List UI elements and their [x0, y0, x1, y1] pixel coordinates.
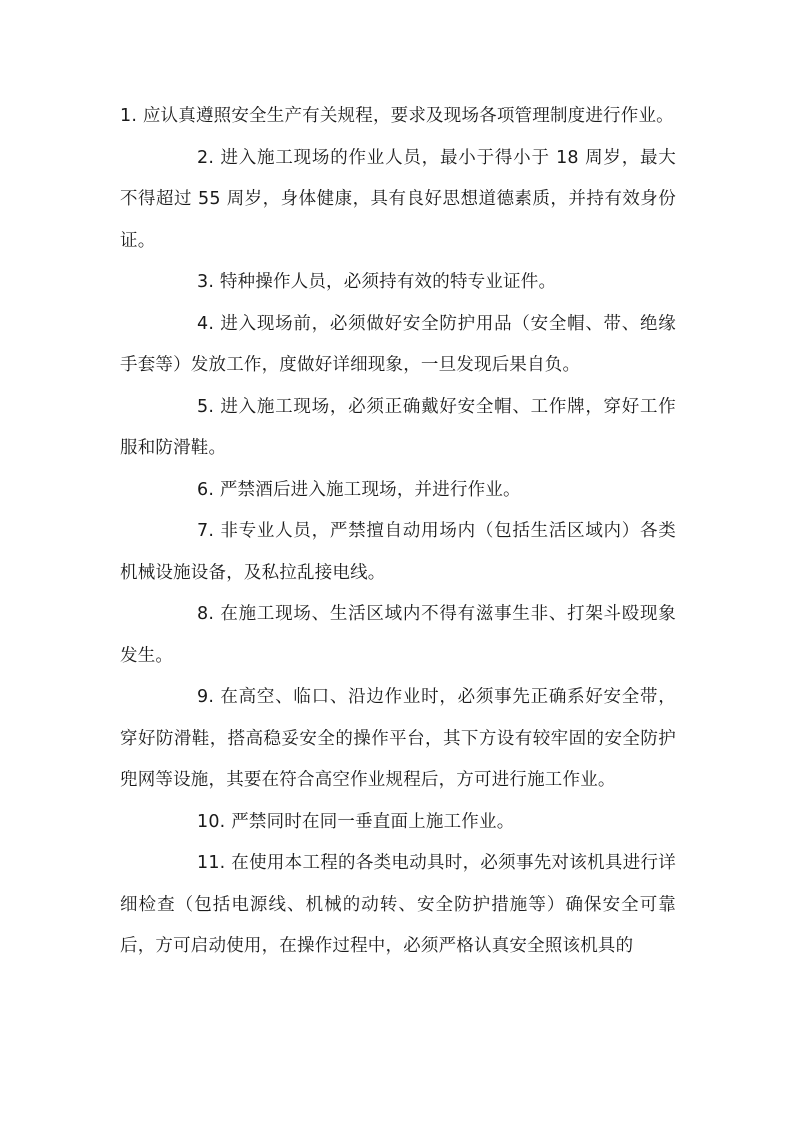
paragraph-3: 3. 特种操作人员，必须持有效的特专业证件。: [197, 272, 557, 292]
paragraph-6: 6. 严禁酒后进入施工现场，并进行作业。: [197, 479, 521, 500]
paragraph-4: 4. 进入现场前，必须做好安全防护用品（安全帽、带、绝缘手套等）发放工作，度做好详细现象，一旦发现后果自负。: [120, 313, 676, 375]
paragraph-7: 7. 非专业人员，严禁擅自动用场内（包括生活区域内）各类机械设施设备，及私拉乱接电线。: [120, 521, 676, 583]
document-body: [120, 96, 676, 968]
paragraph-8: 8. 在施工现场、生活区域内不得有滋事生非、打架斗殴现象发生。: [120, 604, 676, 666]
paragraph-5: 5. 进入施工现场，必须正确戴好安全帽、工作牌，穿好工作服和防滑鞋。: [120, 396, 676, 458]
paragraph-9: 9. 在高空、临口、沿边作业时，必须事先正确系好安全带，穿好防滑鞋，搭高稳妥安全的操作平台，其下方设有较牢固的安全防护兜网等设施，其要在符合高空作业规程后，方可进行施工作业。: [120, 687, 676, 790]
paragraph-11: 11. 在使用本工程的各类电动具时，必须事先对该机具进行详细检查（包括电源线、机械的动转、安全防护措施等）确保安全可靠后，方可启动使用，在操作过程中，必须严格认真安全照该机具的: [120, 853, 676, 956]
paragraph-10: 10. 严禁同时在同一垂直面上施工作业。: [197, 811, 515, 832]
paragraph-1: 1. 应认真遵照安全生产有关规程，要求及现场各项管理制度进行作业。: [120, 106, 674, 126]
paragraph-2: 2. 进入施工现场的作业人员，最小于得小于 18 周岁，最大不得超过 55 周岁，身体健康，具有良好思想道德素质，并持有效身份证。: [120, 147, 676, 251]
